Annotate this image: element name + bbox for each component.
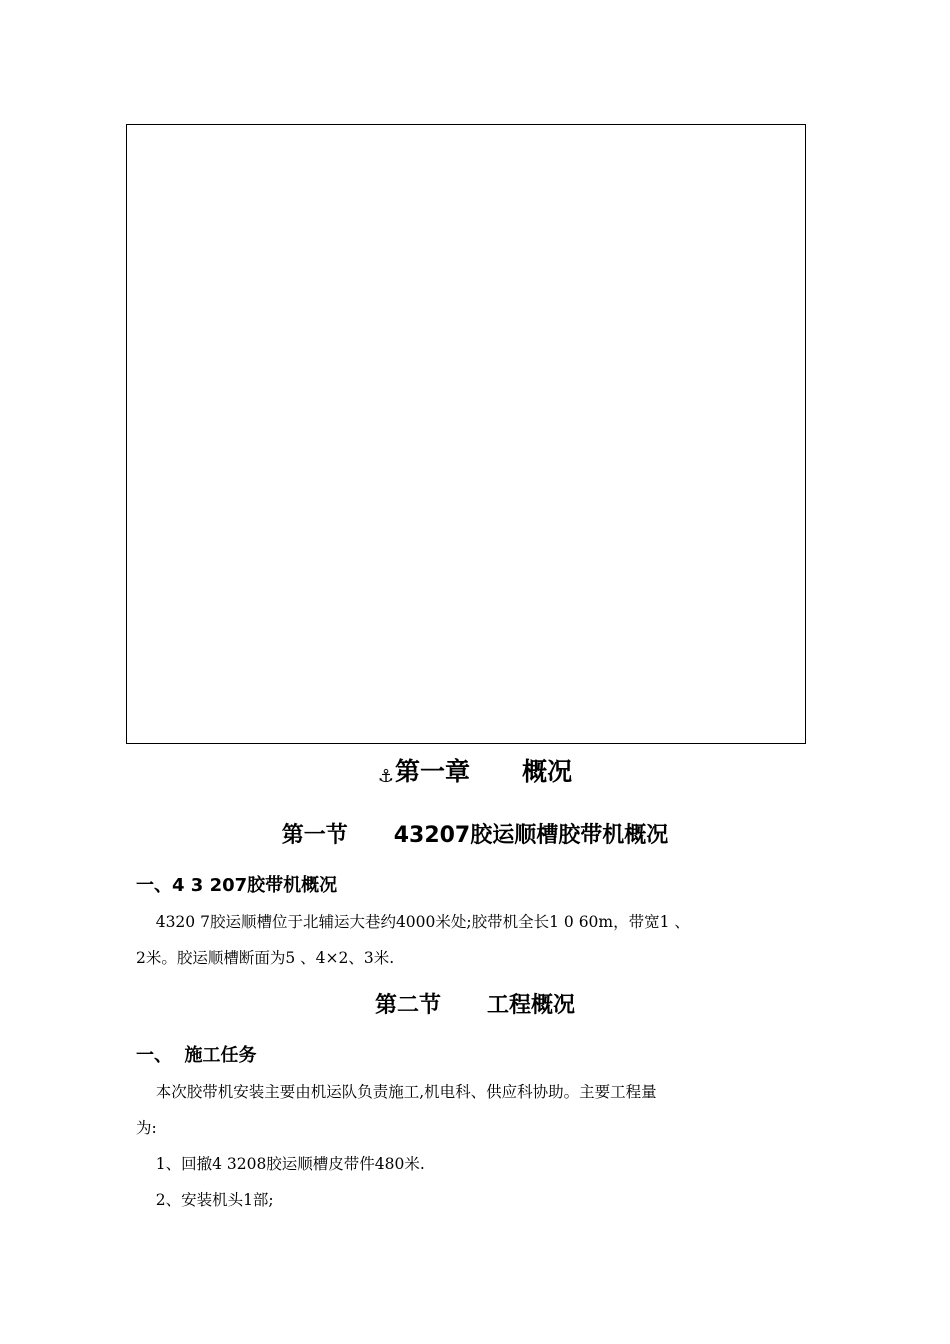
chapter-title-text: 第一章 概况 — [394, 757, 573, 786]
section-1-paragraph-line-2: 2米。胶运顺槽断面为5 、4×2、3米. — [136, 949, 395, 967]
section-1-paragraph-line-1: 4320 7胶运顺槽位于北辅运大巷约4000米处;胶带机全长1 0 60m，带宽1 、 — [136, 913, 690, 931]
section-2-title: 第二节 工程概况 — [375, 993, 575, 1018]
chapter-title — [0, 754, 950, 795]
task-list-item-1: 1、回撤4 3208胶运顺槽皮带件480米. — [136, 1155, 425, 1173]
task-list-item-2: 2、安装机头1部; — [136, 1191, 274, 1209]
section-2-subheading: 一、 施工任务 — [136, 1045, 257, 1066]
anchor-icon: ⚓ — [377, 766, 394, 787]
section-1-subheading: 一、4 3 207胶带机概况 — [136, 875, 338, 896]
section-1-title: 第一节 43207胶运顺槽胶带机概况 — [281, 823, 669, 848]
section-2-paragraph-line-2: 为: — [136, 1119, 157, 1137]
image-frame — [126, 124, 806, 744]
section-2-paragraph-line-1: 本次胶带机安装主要由机运队负责施工,机电科、供应科协助。主要工程量 — [136, 1083, 657, 1101]
